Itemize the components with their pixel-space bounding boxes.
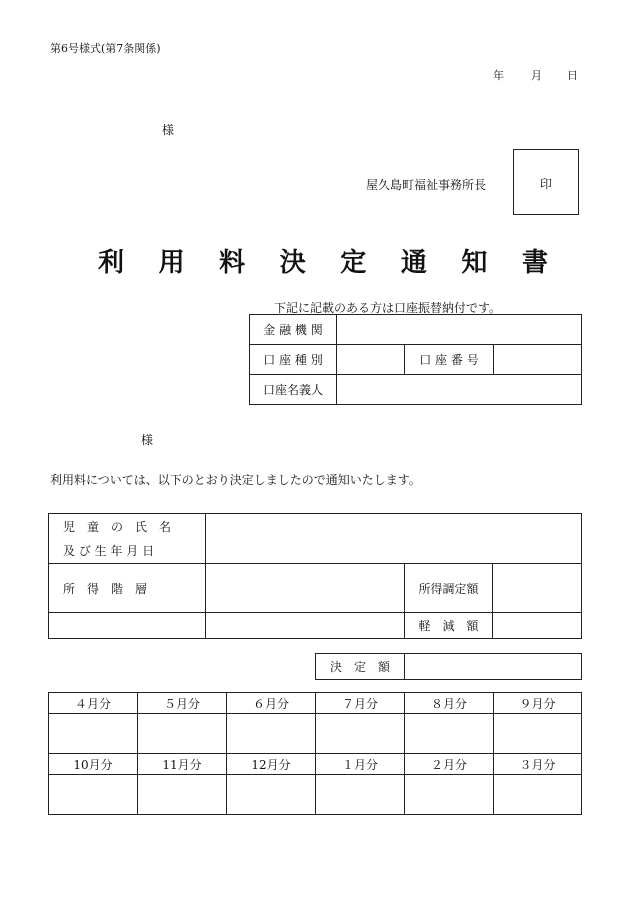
child-name-label-line2: 及 び 生 年 月 日	[63, 543, 155, 558]
month-amount-cell[interactable]	[227, 714, 316, 754]
child-name-value[interactable]	[206, 514, 582, 564]
recipient-honorific-top: 様	[162, 123, 175, 137]
date-day-label: 日	[567, 69, 578, 82]
reduction-amount-value[interactable]	[493, 613, 582, 639]
title-char: 決	[279, 248, 306, 278]
month-header: ７月分	[316, 693, 405, 714]
recipient-honorific-second: 様	[141, 433, 154, 447]
title-char: 料	[219, 248, 246, 278]
month-header: ３月分	[494, 754, 582, 775]
account-number-value[interactable]	[494, 345, 582, 375]
bank-institution-label: 金 融 機 関	[250, 315, 337, 345]
title-char: 書	[521, 248, 548, 278]
date-month-label: 月	[531, 69, 542, 82]
seal-label: 印	[540, 177, 553, 191]
account-number-label: 口 座 番 号	[405, 345, 494, 375]
title-char: 知	[461, 248, 488, 278]
notice-text: 利用料については、以下のとおり決定しましたので通知いたします。	[50, 473, 421, 487]
month-amount-cell[interactable]	[316, 714, 405, 754]
month-amount-cell[interactable]	[227, 775, 316, 815]
title-char: 用	[158, 248, 185, 278]
extra-cell-middle[interactable]	[206, 613, 405, 639]
income-tax-amount-value[interactable]	[493, 564, 582, 613]
decision-amount-table	[315, 653, 582, 680]
month-header: ２月分	[405, 754, 494, 775]
month-amount-cell[interactable]	[494, 775, 582, 815]
month-amount-cell[interactable]	[405, 775, 494, 815]
month-header: ８月分	[405, 693, 494, 714]
month-header: １月分	[316, 754, 405, 775]
month-amount-cell[interactable]	[138, 714, 227, 754]
month-amount-cell[interactable]	[49, 714, 138, 754]
month-header: 12月分	[227, 754, 316, 775]
form-number: 第6号様式(第7条関係)	[50, 42, 161, 55]
bank-transfer-note: 下記に記載のある方は口座振替納付です。	[274, 301, 502, 315]
document-title	[98, 242, 548, 276]
month-header: ４月分	[49, 693, 138, 714]
account-type-label: 口 座 種 別	[250, 345, 337, 375]
bank-institution-value[interactable]	[337, 315, 582, 345]
extra-cell-left[interactable]	[49, 613, 206, 639]
month-header: 10月分	[49, 754, 138, 775]
month-header: ９月分	[494, 693, 582, 714]
reduction-amount-label: 軽 減 額	[405, 613, 493, 639]
date-year-label: 年	[493, 69, 504, 82]
month-amount-cell[interactable]	[138, 775, 227, 815]
income-tax-amount-label: 所得調定額	[405, 564, 493, 613]
month-amount-cell[interactable]	[49, 775, 138, 815]
income-bracket-value[interactable]	[206, 564, 405, 613]
month-header: ６月分	[227, 693, 316, 714]
account-type-value[interactable]	[337, 345, 405, 375]
child-name-label-line1: 児 童 の 氏 名	[63, 519, 172, 534]
month-header: ５月分	[138, 693, 227, 714]
decision-amount-label: 決 定 額	[316, 654, 405, 680]
title-char: 定	[340, 248, 367, 278]
month-header: 11月分	[138, 754, 227, 775]
bank-account-table	[249, 314, 582, 405]
child-name-label-cell	[49, 514, 206, 564]
income-bracket-label: 所 得 階 層	[49, 564, 206, 613]
child-income-table	[48, 513, 582, 639]
title-char: 利	[98, 248, 125, 278]
issuer-name: 屋久島町福祉事務所長	[366, 178, 487, 192]
monthly-fee-table	[48, 692, 582, 815]
title-char: 通	[400, 248, 427, 278]
month-amount-cell[interactable]	[494, 714, 582, 754]
account-holder-label: 口座名義人	[250, 375, 337, 405]
account-holder-value[interactable]	[337, 375, 582, 405]
month-amount-cell[interactable]	[316, 775, 405, 815]
decision-amount-value[interactable]	[405, 654, 582, 680]
month-amount-cell[interactable]	[405, 714, 494, 754]
